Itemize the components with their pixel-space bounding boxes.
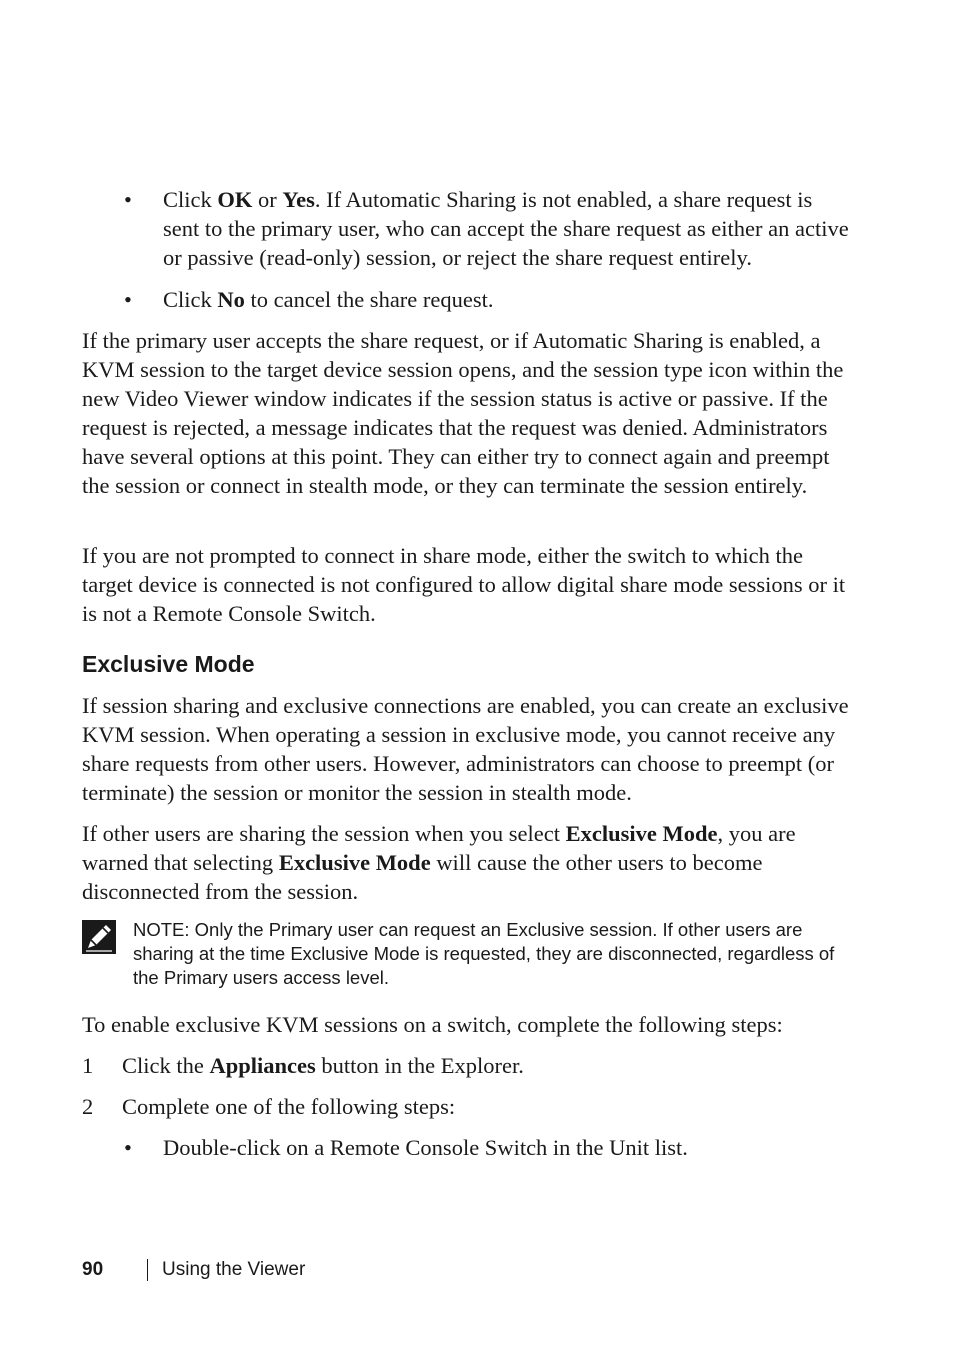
bullet-marker: • <box>124 187 132 212</box>
no-term: No <box>217 287 245 312</box>
step-number: 1 <box>82 1053 94 1078</box>
yes-term: Yes <box>282 187 315 212</box>
ok-term: OK <box>217 187 253 212</box>
note-label: NOTE: <box>133 919 190 940</box>
paragraph-exclusive-warning: If other users are sharing the session when you select Exclusive Mode, you are warned that selecting Exclusive Mode will cause the other users to become disconnected from the session. <box>82 821 796 904</box>
paragraph-exclusive-intro: If session sharing and exclusive connections are enabled, you can create an exclusive KVM session. When operating a session in exclusive mode, you cannot receive any share requests from other users. However, administrators can choose to preempt (or terminate) the session or monitor the session in stealth mode. <box>82 693 849 805</box>
exclusive-mode-term: Exclusive Mode <box>278 850 431 875</box>
exclusive-mode-term: Exclusive Mode <box>565 821 718 846</box>
page-number: 90 <box>82 1259 104 1280</box>
footer-divider <box>147 1259 148 1281</box>
step-text: Complete one of the following steps: <box>122 1094 456 1119</box>
bullet-text: Double-click on a Remote Console Switch in the Unit list. <box>163 1135 688 1160</box>
footer-section-title: Using the Viewer <box>162 1259 306 1280</box>
bullet-marker: • <box>124 287 132 312</box>
bullet-text: Click OK or Yes. If Automatic Sharing is not enabled, a share request is sent to the primary user, who can accept the share request as either an active or passive (read-only) session, or reject the share request entirely. <box>163 187 849 270</box>
paragraph-steps-intro: To enable exclusive KVM sessions on a switch, complete the following steps: <box>82 1012 783 1037</box>
step-text: Click the Appliances button in the Explorer. <box>122 1053 524 1078</box>
note-text: NOTE: Only the Primary user can request an Exclusive session. If other users are sharing at the time Exclusive Mode is requested, they are disconnected, regardless of the Primary users access level. <box>133 919 835 988</box>
pencil-note-icon <box>82 920 116 954</box>
paragraph-share-prompt: If you are not prompted to connect in share mode, either the switch to which the target device is connected is not configured to allow digital share mode sessions or it is not a Remote Console Switch. <box>82 543 846 626</box>
step-number: 2 <box>82 1094 94 1119</box>
appliances-term: Appliances <box>209 1053 316 1078</box>
bullet-marker: • <box>124 1135 132 1160</box>
section-heading: Exclusive Mode <box>82 651 255 677</box>
paragraph-share-accept: If the primary user accepts the share request, or if Automatic Sharing is enabled, a KVM session to the target device session opens, and the session type icon within the new Video Viewer window indicates if the session status is active or passive. If the request is rejected, a message indicates that the request was denied. Administrators have several options at this point. They can either try to connect again and preempt the session or connect in stealth mode, or they can terminate the session entirely. <box>82 328 844 498</box>
bullet-text: Click No to cancel the share request. <box>163 287 494 312</box>
